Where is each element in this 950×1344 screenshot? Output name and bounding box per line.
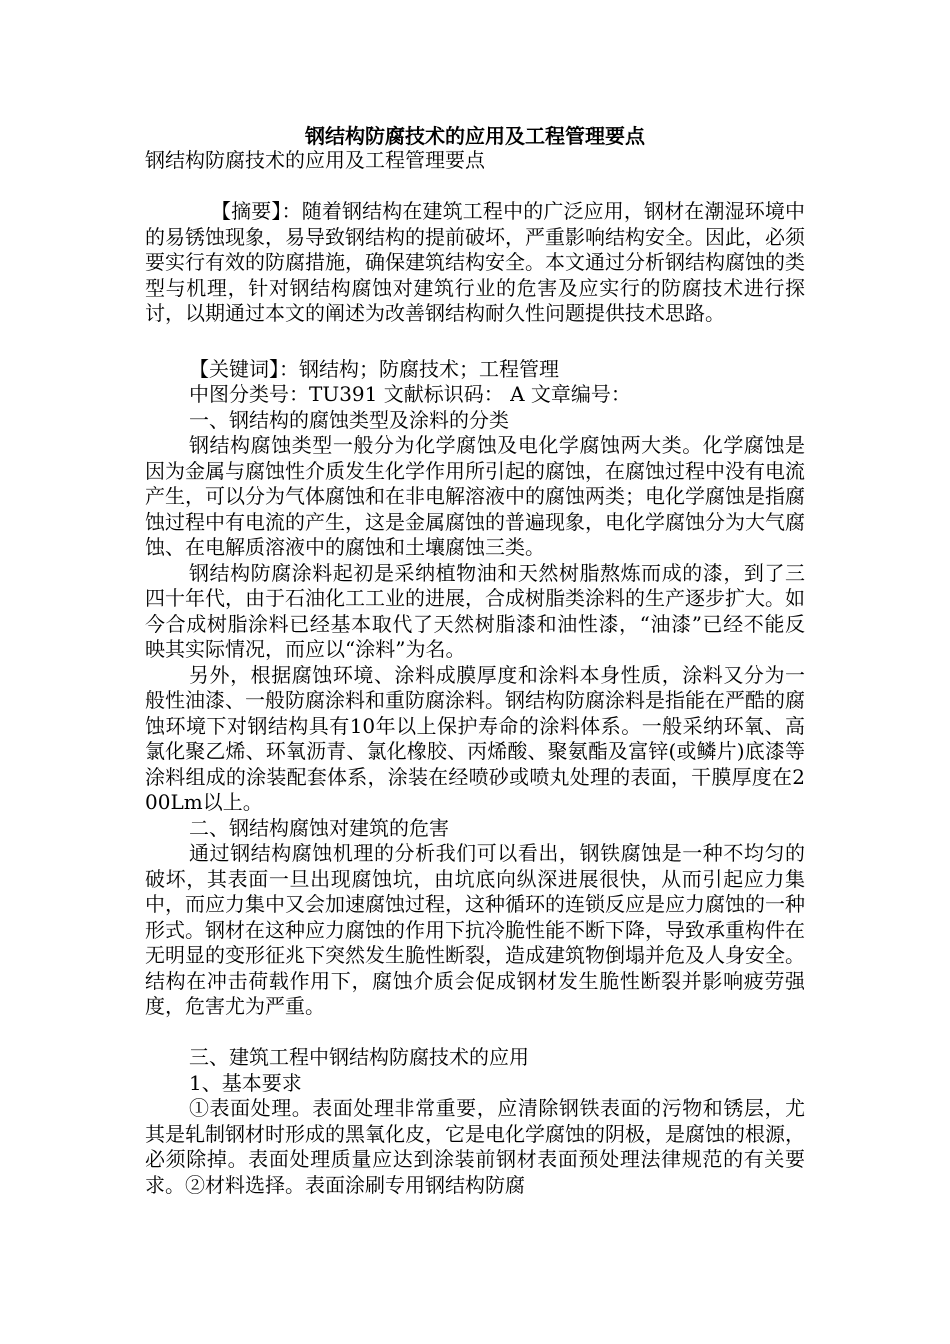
spacer xyxy=(145,1020,805,1046)
document-title: 钢结构防腐技术的应用及工程管理要点 xyxy=(305,124,645,148)
body-paragraph: 钢结构腐蚀类型一般分为化学腐蚀及电化学腐蚀两大类。化学腐蚀是因为金属与腐蚀性介质发生化学作用所引起的腐蚀，在腐蚀过程中没有电流产生，可以分为气体腐蚀和在非电解溶液中的腐蚀两类；电化学腐蚀是指腐蚀过程中有电流的产生，这是金属腐蚀的普遍现象，电化学腐蚀分为大气腐蚀、在电解质溶液中的腐蚀和土壤腐蚀三类。 xyxy=(145,433,805,559)
spacer xyxy=(145,327,805,357)
subsection-heading: 1、基本要求 xyxy=(189,1070,302,1095)
body-paragraph: ①表面处理。表面处理非常重要，应清除钢铁表面的污物和锈层，尤其是轧制钢材时形成的黑氧化皮，它是电化学腐蚀的阴极，是腐蚀的根源，必须除掉。表面处理质量应达到涂装前钢材表面预处理法律规范的有关要求。②材料选择。表面涂刷专用钢结构防腐 xyxy=(145,1096,805,1197)
classification-line: 中图分类号：TU391 文献标识码： A 文章编号： xyxy=(189,382,631,406)
spacer xyxy=(145,174,805,200)
body-paragraph: 钢结构防腐涂料起初是采纳植物油和天然树脂熬炼而成的漆，到了三四十年代，由于石油化工工业的进展，合成树脂类涂料的生产逐步扩大。如今合成树脂涂料已经基本取代了天然树脂漆和油性漆，“油漆”已经不能反映其实际情况，而应以“涂料”为名。 xyxy=(145,560,805,661)
section-heading: 三、建筑工程中钢结构防腐技术的应用 xyxy=(189,1045,529,1069)
keywords-line: 【关键词】：钢结构；防腐技术；工程管理 xyxy=(189,356,559,381)
body-paragraph: 通过钢结构腐蚀机理的分析我们可以看出，钢铁腐蚀是一种不均匀的破坏，其表面一旦出现腐蚀坑，由坑底向纵深进展很快，从而引起应力集中，而应力集中又会加速腐蚀过程，这种循环的连锁反应是应力腐蚀的一种形式。钢材在这种应力腐蚀的作用下抗冷脆性能不断下降，导致承重构件在无明显的变形征兆下突然发生脆性断裂，造成建筑物倒塌并危及人身安全。结构在冲击荷载作用下，腐蚀介质会促成钢材发生脆性断裂并影响疲劳强度，危害尤为严重。 xyxy=(145,841,805,1018)
section-heading: 二、钢结构腐蚀对建筑的危害 xyxy=(189,815,449,840)
body-paragraph: 另外，根据腐蚀环境、涂料成膜厚度和涂料本身性质，涂料又分为一般性油漆、一般防腐涂料和重防腐涂料。钢结构防腐涂料是指能在严酷的腐蚀环境下对钢结构具有10年以上保护寿命的涂料体系。一般采纳环氧、高氯化聚乙烯、环氧沥青、氯化橡胶、丙烯酸、聚氨酯及富锌(或鳞片)底漆等涂料组成的涂装配套体系，涂装在经喷砂或喷丸处理的表面，干膜厚度在200Lm以上。 xyxy=(145,662,805,814)
abstract-paragraph: 【摘要】：随着钢结构在建筑工程中的广泛应用，钢材在潮湿环境中的易锈蚀现象，易导致钢结构的提前破坏，严重影响结构安全。因此，必须要实行有效的防腐措施，确保建筑结构安全。本文通过分析钢结构腐蚀的类型与机理，针对钢结构腐蚀对建筑行业的危害及应实行的防腐技术进行探讨，以期通过本文的阐述为改善钢结构耐久性问题提供技术思路。 xyxy=(145,199,805,325)
section-heading: 一、钢结构的腐蚀类型及涂料的分类 xyxy=(189,407,509,432)
document-subtitle: 钢结构防腐技术的应用及工程管理要点 xyxy=(145,148,485,172)
document-body xyxy=(145,148,805,1198)
